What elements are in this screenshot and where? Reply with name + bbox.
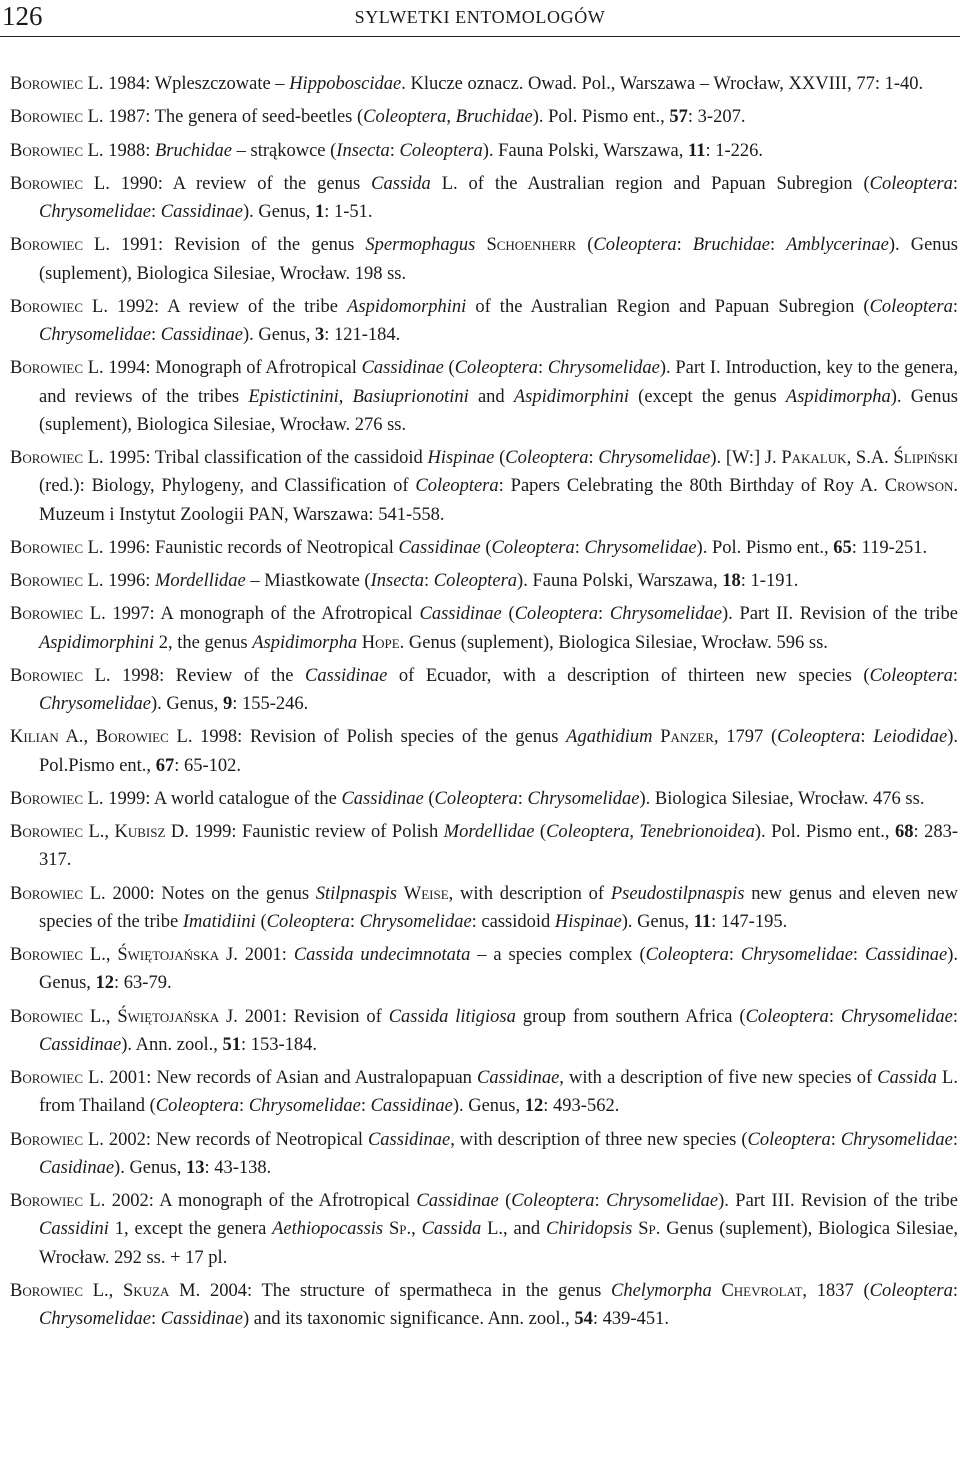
reference-text: group from southern Africa ( <box>515 1006 746 1027</box>
italic-term: Bruchidae <box>154 140 233 161</box>
author-name: Borowiec L. <box>10 358 104 379</box>
reference-text: 1997: A monograph of the Afrotropical <box>105 604 420 625</box>
reference-text: : <box>828 1006 841 1027</box>
volume-number: 13 <box>185 1157 205 1178</box>
reference-text: . Klucze oznacz. Owad. Pol., Warszawa – Wrocław, XXVIII, 77: 1-40. <box>401 74 924 94</box>
reference-text: . Genus (suplement), Biologica Silesiae, Wrocław. 596 ss. <box>399 632 828 653</box>
reference-text: ). Part III. Revision of the tribe <box>718 1191 958 1212</box>
italic-term: Chrysomelidae <box>740 945 853 966</box>
reference-text: : 155-246. <box>232 694 309 715</box>
reference-text: , <box>105 1006 118 1027</box>
reference-entry <box>10 534 958 562</box>
reference-text: : <box>537 358 548 379</box>
italic-term: Cassida litigiosa <box>388 1006 516 1027</box>
italic-term: Coleoptera <box>546 822 630 843</box>
reference-text: 1984: Wpleszczowate – <box>103 74 290 94</box>
italic-term: Chrysomelidae <box>609 604 722 625</box>
italic-term: Coleoptera <box>869 1280 953 1301</box>
italic-term: Amblycerinae <box>786 235 889 256</box>
reference-text: ) and its taxonomic significance. Ann. zool., <box>243 1309 575 1330</box>
running-head: SYLWETKI ENTOMOLOGÓW <box>354 7 606 27</box>
reference-text: : 283-317. <box>39 822 959 871</box>
reference-text: and <box>468 386 514 407</box>
reference-entry <box>10 1277 958 1333</box>
italic-term: Imatidiini <box>182 911 256 932</box>
italic-term: Chrysomelidae <box>584 537 697 558</box>
reference-text: 1992: A review of the tribe <box>107 296 348 317</box>
volume-number: 68 <box>894 822 914 843</box>
reference-text: ). Part II. Revision of the tribe <box>721 604 958 625</box>
italic-term: Cassidinae <box>39 1034 122 1055</box>
reference-text: 1994: Monograph of Afrotropical <box>103 358 362 379</box>
reference-text: 2001: Revision of <box>237 1006 389 1027</box>
author-name: Borowiec L. <box>10 665 111 686</box>
reference-text: : cassidoid <box>471 911 555 932</box>
italic-term: Coleoptera <box>399 140 483 161</box>
italic-term: Insecta <box>370 571 425 592</box>
italic-term: Chelymorpha <box>611 1280 712 1301</box>
italic-term: Chrysomelidae <box>606 1191 719 1212</box>
reference-text: 2000: Notes on the genus <box>105 883 316 904</box>
reference-text: of the Australian Region and Papuan Subregion ( <box>466 296 870 317</box>
reference-text: : <box>952 1129 958 1150</box>
reference-text: ). Fauna Polski, Warszawa, <box>482 140 688 161</box>
reference-text: 1990: A review of the genus <box>109 173 372 194</box>
italic-term: Tenebrionoidea <box>639 822 755 843</box>
italic-term: Chrysomelidae <box>39 325 152 346</box>
author-name: Borowiec L. <box>10 448 104 469</box>
italic-term: Aspidomorphini <box>347 296 467 317</box>
reference-text: ). Genus, <box>452 1096 525 1117</box>
reference-text <box>475 235 486 255</box>
italic-term: Coleoptera <box>454 358 538 379</box>
reference-text: 2002: New records of Neotropical <box>103 1129 368 1150</box>
reference-text: : <box>769 235 787 256</box>
reference-text: ). Pol. Pismo ent., <box>696 537 834 558</box>
author-name: Pakaluk <box>781 448 847 469</box>
author-name: Borowiec L. <box>10 1191 106 1212</box>
italic-term: Coleoptera <box>363 107 447 128</box>
italic-term: Aspidimorpha <box>252 632 358 653</box>
italic-term: Pseudostilpnaspis <box>610 883 745 904</box>
italic-term: Coleoptera <box>869 173 953 194</box>
italic-term: Cassidinae <box>305 665 388 686</box>
reference-entry <box>10 723 958 779</box>
reference-text: – Miastkowate ( <box>245 571 371 592</box>
volume-number: 51 <box>222 1034 241 1055</box>
author-name: Panzer <box>660 727 714 748</box>
reference-text: (except the genus <box>628 386 786 407</box>
italic-term: Basiuprionotini <box>352 386 469 407</box>
italic-term: Coleoptera <box>645 945 729 966</box>
italic-term: Bruchidae <box>455 107 533 128</box>
italic-term: Aspidimorphini <box>513 386 629 407</box>
italic-term: Chrysomelidae <box>39 1309 152 1330</box>
reference-entry <box>10 70 958 98</box>
italic-term: Spermophagus <box>365 235 476 256</box>
reference-entry <box>10 785 958 813</box>
reference-text: . Muzeum i Instytut Zoologii PAN, Warszawa: 541-558. <box>39 476 958 525</box>
page-header <box>0 0 960 37</box>
reference-text: : <box>597 604 610 625</box>
reference-text: 2002: A monograph of the Afrotropical <box>105 1191 417 1212</box>
reference-list <box>10 70 958 1338</box>
reference-text: ( <box>480 537 492 558</box>
reference-text: : 1-191. <box>740 571 799 592</box>
reference-text: : <box>239 1096 249 1117</box>
volume-number: 12 <box>524 1096 544 1117</box>
reference-text: (red.): Biology, Phylogeny, and Classification of <box>39 476 416 497</box>
author-name: Borowiec L. <box>95 727 193 748</box>
italic-term: Hispinae <box>427 448 495 469</box>
reference-text: 1999: Faunistic review of Polish <box>188 822 444 843</box>
italic-term: Cassidinae <box>419 604 502 625</box>
italic-term: Bruchidae <box>692 235 770 256</box>
reference-text: : <box>151 202 161 223</box>
reference-text: 1991: Revision of the genus <box>109 235 366 256</box>
italic-term: Cassidinae <box>367 1129 451 1150</box>
reference-entry <box>10 444 958 529</box>
reference-entry <box>10 103 958 131</box>
reference-text: : <box>349 911 360 932</box>
reference-text: 2, the genus <box>154 632 253 653</box>
reference-text: 1987: The genera of seed-beetles ( <box>103 107 364 128</box>
reference-text: : 63-79. <box>114 973 172 994</box>
volume-number: 54 <box>574 1309 593 1330</box>
author-name: Ślipiński <box>893 448 958 469</box>
reference-entry <box>10 231 958 287</box>
reference-text: : 65-102. <box>174 755 241 776</box>
reference-text: , <box>83 727 96 748</box>
reference-text: , <box>105 945 118 966</box>
italic-term: Cassidinae <box>416 1191 499 1212</box>
italic-term: Aethiopocassis <box>272 1219 384 1240</box>
reference-entry <box>10 567 958 595</box>
italic-term: Cassidini <box>39 1219 109 1240</box>
reference-text: , <box>411 1219 422 1240</box>
italic-term: Hispinae <box>554 911 622 932</box>
author-name: Weise <box>403 883 449 904</box>
reference-text: ( <box>534 822 547 843</box>
author-name: Crowson <box>884 476 954 497</box>
reference-text: 2001: <box>237 945 294 966</box>
italic-term: Coleoptera <box>747 1129 831 1150</box>
italic-term: Cassidinae <box>341 788 424 809</box>
author-name: Borowiec L. <box>10 140 104 161</box>
reference-text: – strąkowce ( <box>232 140 337 161</box>
reference-text: , <box>108 1280 124 1301</box>
italic-term: Stilpnaspis <box>315 883 397 904</box>
reference-entry <box>10 1003 958 1059</box>
italic-term: Cassidinae <box>160 325 244 346</box>
reference-text: : <box>952 1280 959 1301</box>
italic-term: Coleoptera <box>511 1191 595 1212</box>
reference-text: ). Pol.Pismo ent., <box>39 727 959 776</box>
reference-text: 1999: A world catalogue of the <box>103 788 342 809</box>
reference-entry <box>10 600 958 656</box>
reference-text: : 1-51. <box>324 202 373 223</box>
italic-term: Aspidimorpha <box>785 386 891 407</box>
italic-term: Aspidimorphini <box>39 632 155 653</box>
italic-term: Coleoptera <box>593 235 677 256</box>
reference-text: 1998: Review of the <box>110 665 306 686</box>
reference-text: , 1837 ( <box>802 1280 870 1301</box>
reference-text: 2001: New records of Asian and Australopapuan <box>104 1068 478 1089</box>
italic-term: Cassida undecimnotata <box>293 945 471 966</box>
author-name: Borowiec L. <box>10 1068 105 1089</box>
reference-text: : <box>952 173 958 194</box>
italic-term: Coleoptera <box>434 788 518 809</box>
reference-entry <box>10 137 958 165</box>
reference-text: ). Genus, <box>621 911 694 932</box>
reference-text: ( <box>576 235 594 256</box>
reference-entry <box>10 293 958 349</box>
italic-term: Chrysomelidae <box>39 694 152 715</box>
italic-term: Cassidinae <box>398 537 481 558</box>
reference-entry <box>10 941 958 997</box>
reference-text: ). Genus, <box>243 202 315 223</box>
author-name: Borowiec L. <box>10 74 104 94</box>
italic-term: Cassidinae <box>361 358 444 379</box>
author-name: Borowiec L. <box>10 945 106 966</box>
reference-text: ). [W:] J. <box>710 448 782 469</box>
author-name: Chevrolat <box>721 1280 803 1301</box>
volume-number: 1 <box>314 202 325 223</box>
italic-term: Coleoptera <box>266 911 350 932</box>
volume-number: 9 <box>222 694 233 715</box>
reference-text: : <box>594 1191 607 1212</box>
reference-text <box>397 884 404 904</box>
reference-text: : <box>424 571 434 592</box>
reference-text: – a species complex ( <box>470 945 646 966</box>
volume-number: 12 <box>95 973 115 994</box>
reference-text: : <box>151 1309 161 1330</box>
italic-term: Chrysomelidae <box>39 202 152 223</box>
author-name: Borowiec L. <box>10 296 108 317</box>
reference-text: ( <box>443 358 455 379</box>
reference-text: : <box>860 727 874 748</box>
reference-text: : 493-562. <box>543 1096 620 1117</box>
reference-text: ( <box>423 788 435 809</box>
volume-number: 11 <box>693 911 712 932</box>
reference-text: : 119-251. <box>851 537 928 558</box>
reference-entry <box>10 170 958 226</box>
italic-term: Chrysomelidae <box>359 911 472 932</box>
reference-text: : <box>830 1129 841 1150</box>
reference-entry <box>10 1187 958 1272</box>
reference-text: : 147-195. <box>711 911 788 932</box>
italic-term: Chrysomelidae <box>598 448 711 469</box>
reference-text: : 1-226. <box>705 140 764 161</box>
italic-term: Chrysomelidae <box>527 788 640 809</box>
reference-text: L. from Thailand ( <box>39 1068 958 1117</box>
author-name: Świętojańska J. <box>117 1006 238 1027</box>
italic-term: Leiodidae <box>873 727 948 748</box>
reference-entry <box>10 1064 958 1120</box>
author-name: Sp. <box>638 1219 661 1240</box>
reference-text: ). Fauna Polski, Warszawa, <box>517 571 723 592</box>
reference-text: : <box>952 665 958 686</box>
reference-text: ( <box>255 911 267 932</box>
reference-text: : 3-207. <box>687 107 746 128</box>
italic-term: Coleoptera <box>155 1096 240 1117</box>
reference-text: : <box>952 296 958 317</box>
reference-text: : <box>728 945 741 966</box>
reference-entry <box>10 1126 958 1182</box>
author-name: Borowiec L. <box>10 604 106 625</box>
italic-term: Mordellidae <box>154 571 246 592</box>
italic-term: Chrysomelidae <box>547 358 660 379</box>
reference-entry <box>10 354 958 439</box>
italic-term: Coleoptera <box>777 727 861 748</box>
author-name: Borowiec L. <box>10 1006 106 1027</box>
reference-text: of Ecuador, with a description of thirteen new species ( <box>387 665 870 686</box>
italic-term: Cassida <box>421 1219 482 1240</box>
reference-text: , <box>338 386 353 407</box>
reference-text: 1996: Faunistic records of Neotropical <box>103 537 399 558</box>
italic-term: Coleoptera <box>415 476 499 497</box>
italic-term: Mordellidae <box>443 822 535 843</box>
reference-text: , 1797 ( <box>713 727 778 748</box>
reference-text: : <box>574 537 585 558</box>
reference-text: : <box>852 945 865 966</box>
italic-term: Chrysomelidae <box>248 1096 361 1117</box>
reference-text: new genus and eleven new species of the tribe <box>39 883 959 932</box>
italic-term: Coleoptera <box>869 665 953 686</box>
reference-text: : <box>389 140 400 161</box>
reference-text: , with description of <box>448 883 611 904</box>
reference-text: 1998: Revision of Polish species of the genus <box>192 727 567 748</box>
italic-term: Coleoptera <box>433 571 518 592</box>
reference-text: , with description of three new species ( <box>450 1129 748 1150</box>
reference-text: 1, except the genera <box>108 1219 273 1240</box>
reference-text: 2004: The structure of spermatheca in the genus <box>200 1280 611 1301</box>
reference-text: ( <box>494 448 506 469</box>
reference-text: ). Biologica Silesiae, Wrocław. 476 ss. <box>639 788 925 809</box>
reference-text: ). Part I. Introduction, key to the genera, and reviews of the tribes <box>39 358 958 407</box>
italic-term: Cassida <box>877 1068 937 1089</box>
reference-text <box>712 1281 722 1301</box>
reference-text: : <box>360 1096 371 1117</box>
reference-text: ). Genus, <box>243 325 315 346</box>
italic-term: Cassidinae <box>370 1096 453 1117</box>
reference-text: , with a description of five new species of <box>559 1068 878 1089</box>
italic-term: Coleoptera <box>514 604 598 625</box>
italic-term: Cassida <box>371 173 431 194</box>
author-name: Skuza M. <box>123 1280 201 1301</box>
reference-text: : 121-184. <box>324 325 401 346</box>
reference-text: 1996: <box>103 571 155 592</box>
reference-text: : 43-138. <box>204 1157 272 1178</box>
reference-text: 1988: <box>103 140 155 161</box>
italic-term: Hippoboscidae <box>289 74 402 94</box>
italic-term: Chiridopsis <box>546 1219 633 1240</box>
reference-text: ). Pol. Pismo ent., <box>532 107 670 128</box>
volume-number: 3 <box>314 325 325 346</box>
reference-text: , S.A. <box>846 448 894 469</box>
author-name: Borowiec L. <box>10 235 110 256</box>
volume-number: 18 <box>722 571 741 592</box>
reference-entry <box>10 662 958 718</box>
author-name: Borowiec L. <box>10 1129 104 1150</box>
author-name: Schoenherr <box>486 235 577 256</box>
reference-text: , <box>104 822 115 843</box>
reference-text: : 439-451. <box>592 1309 669 1330</box>
author-name: Borowiec L. <box>10 107 104 128</box>
reference-text: ). Pol. Pismo ent., <box>754 822 895 843</box>
italic-term: Cassidinae <box>160 1309 244 1330</box>
reference-text: ( <box>501 604 515 625</box>
author-name: Kilian A. <box>10 727 84 748</box>
italic-term: Coleoptera <box>491 537 575 558</box>
volume-number: 11 <box>687 140 706 161</box>
volume-number: 65 <box>833 537 852 558</box>
italic-term: Casidinae <box>39 1157 115 1178</box>
italic-term: Agathidium <box>566 727 653 748</box>
volume-number: 57 <box>669 107 688 128</box>
reference-text: 1995: Tribal classification of the cassidoid <box>103 448 428 469</box>
reference-text: ( <box>498 1191 512 1212</box>
reference-text: : <box>151 325 161 346</box>
italic-term: Cassidinae <box>477 1068 560 1089</box>
reference-text: ). Ann. zool., <box>121 1034 223 1055</box>
author-name: Sp. <box>388 1219 412 1240</box>
page-number: 126 <box>2 1 43 31</box>
reference-text: ). Genus, <box>114 1157 186 1178</box>
reference-text: : <box>952 1006 958 1027</box>
reference-entry <box>10 880 958 936</box>
reference-text: ). Genus (suplement), Biologica Silesiae, Wrocław. 198 ss. <box>39 235 959 284</box>
reference-text: , <box>446 107 456 128</box>
reference-entry <box>10 818 958 874</box>
author-name: Borowiec L. <box>10 822 105 843</box>
author-name: Kubisz D. <box>114 822 189 843</box>
author-name: Świętojańska J. <box>117 945 238 966</box>
italic-term: Chrysomelidae <box>840 1129 953 1150</box>
italic-term: Chrysomelidae <box>840 1006 953 1027</box>
reference-text: Genus (suplement), Biologica Silesiae, Wrocław. 292 ss. + 17 pl. <box>39 1219 959 1268</box>
italic-term: Insecta <box>336 140 390 161</box>
reference-text: : Papers Celebrating the 80th Birthday of Roy A. <box>498 476 885 497</box>
italic-term: Cassidinae <box>160 202 244 223</box>
volume-number: 67 <box>155 755 175 776</box>
reference-text: , <box>629 822 640 843</box>
reference-text: L. of the Australian region and Papuan Subregion ( <box>430 173 870 194</box>
reference-text: ). Genus, <box>39 945 958 994</box>
italic-term: Coleoptera <box>745 1006 829 1027</box>
italic-term: Coleoptera <box>505 448 589 469</box>
reference-text: ). Genus, <box>151 694 223 715</box>
italic-term: Epistictinini <box>248 386 339 407</box>
author-name: Borowiec L. <box>10 1280 109 1301</box>
author-name: Borowiec L. <box>10 537 104 558</box>
reference-text: : <box>517 788 528 809</box>
author-name: Borowiec L. <box>10 173 110 194</box>
italic-term: Coleoptera <box>869 296 953 317</box>
reference-text: : <box>588 448 599 469</box>
author-name: Borowiec L. <box>10 883 106 904</box>
author-name: Borowiec L. <box>10 571 104 592</box>
reference-text: : 153-184. <box>240 1034 318 1055</box>
reference-text: ). Genus (suplement), Biologica Silesiae, Wrocław. 276 ss. <box>39 386 959 435</box>
author-name: Hope <box>361 632 400 653</box>
author-name: Borowiec L. <box>10 788 104 809</box>
italic-term: Cassidinae <box>864 945 948 966</box>
reference-text: L., and <box>481 1219 546 1240</box>
reference-text: : <box>676 235 693 256</box>
